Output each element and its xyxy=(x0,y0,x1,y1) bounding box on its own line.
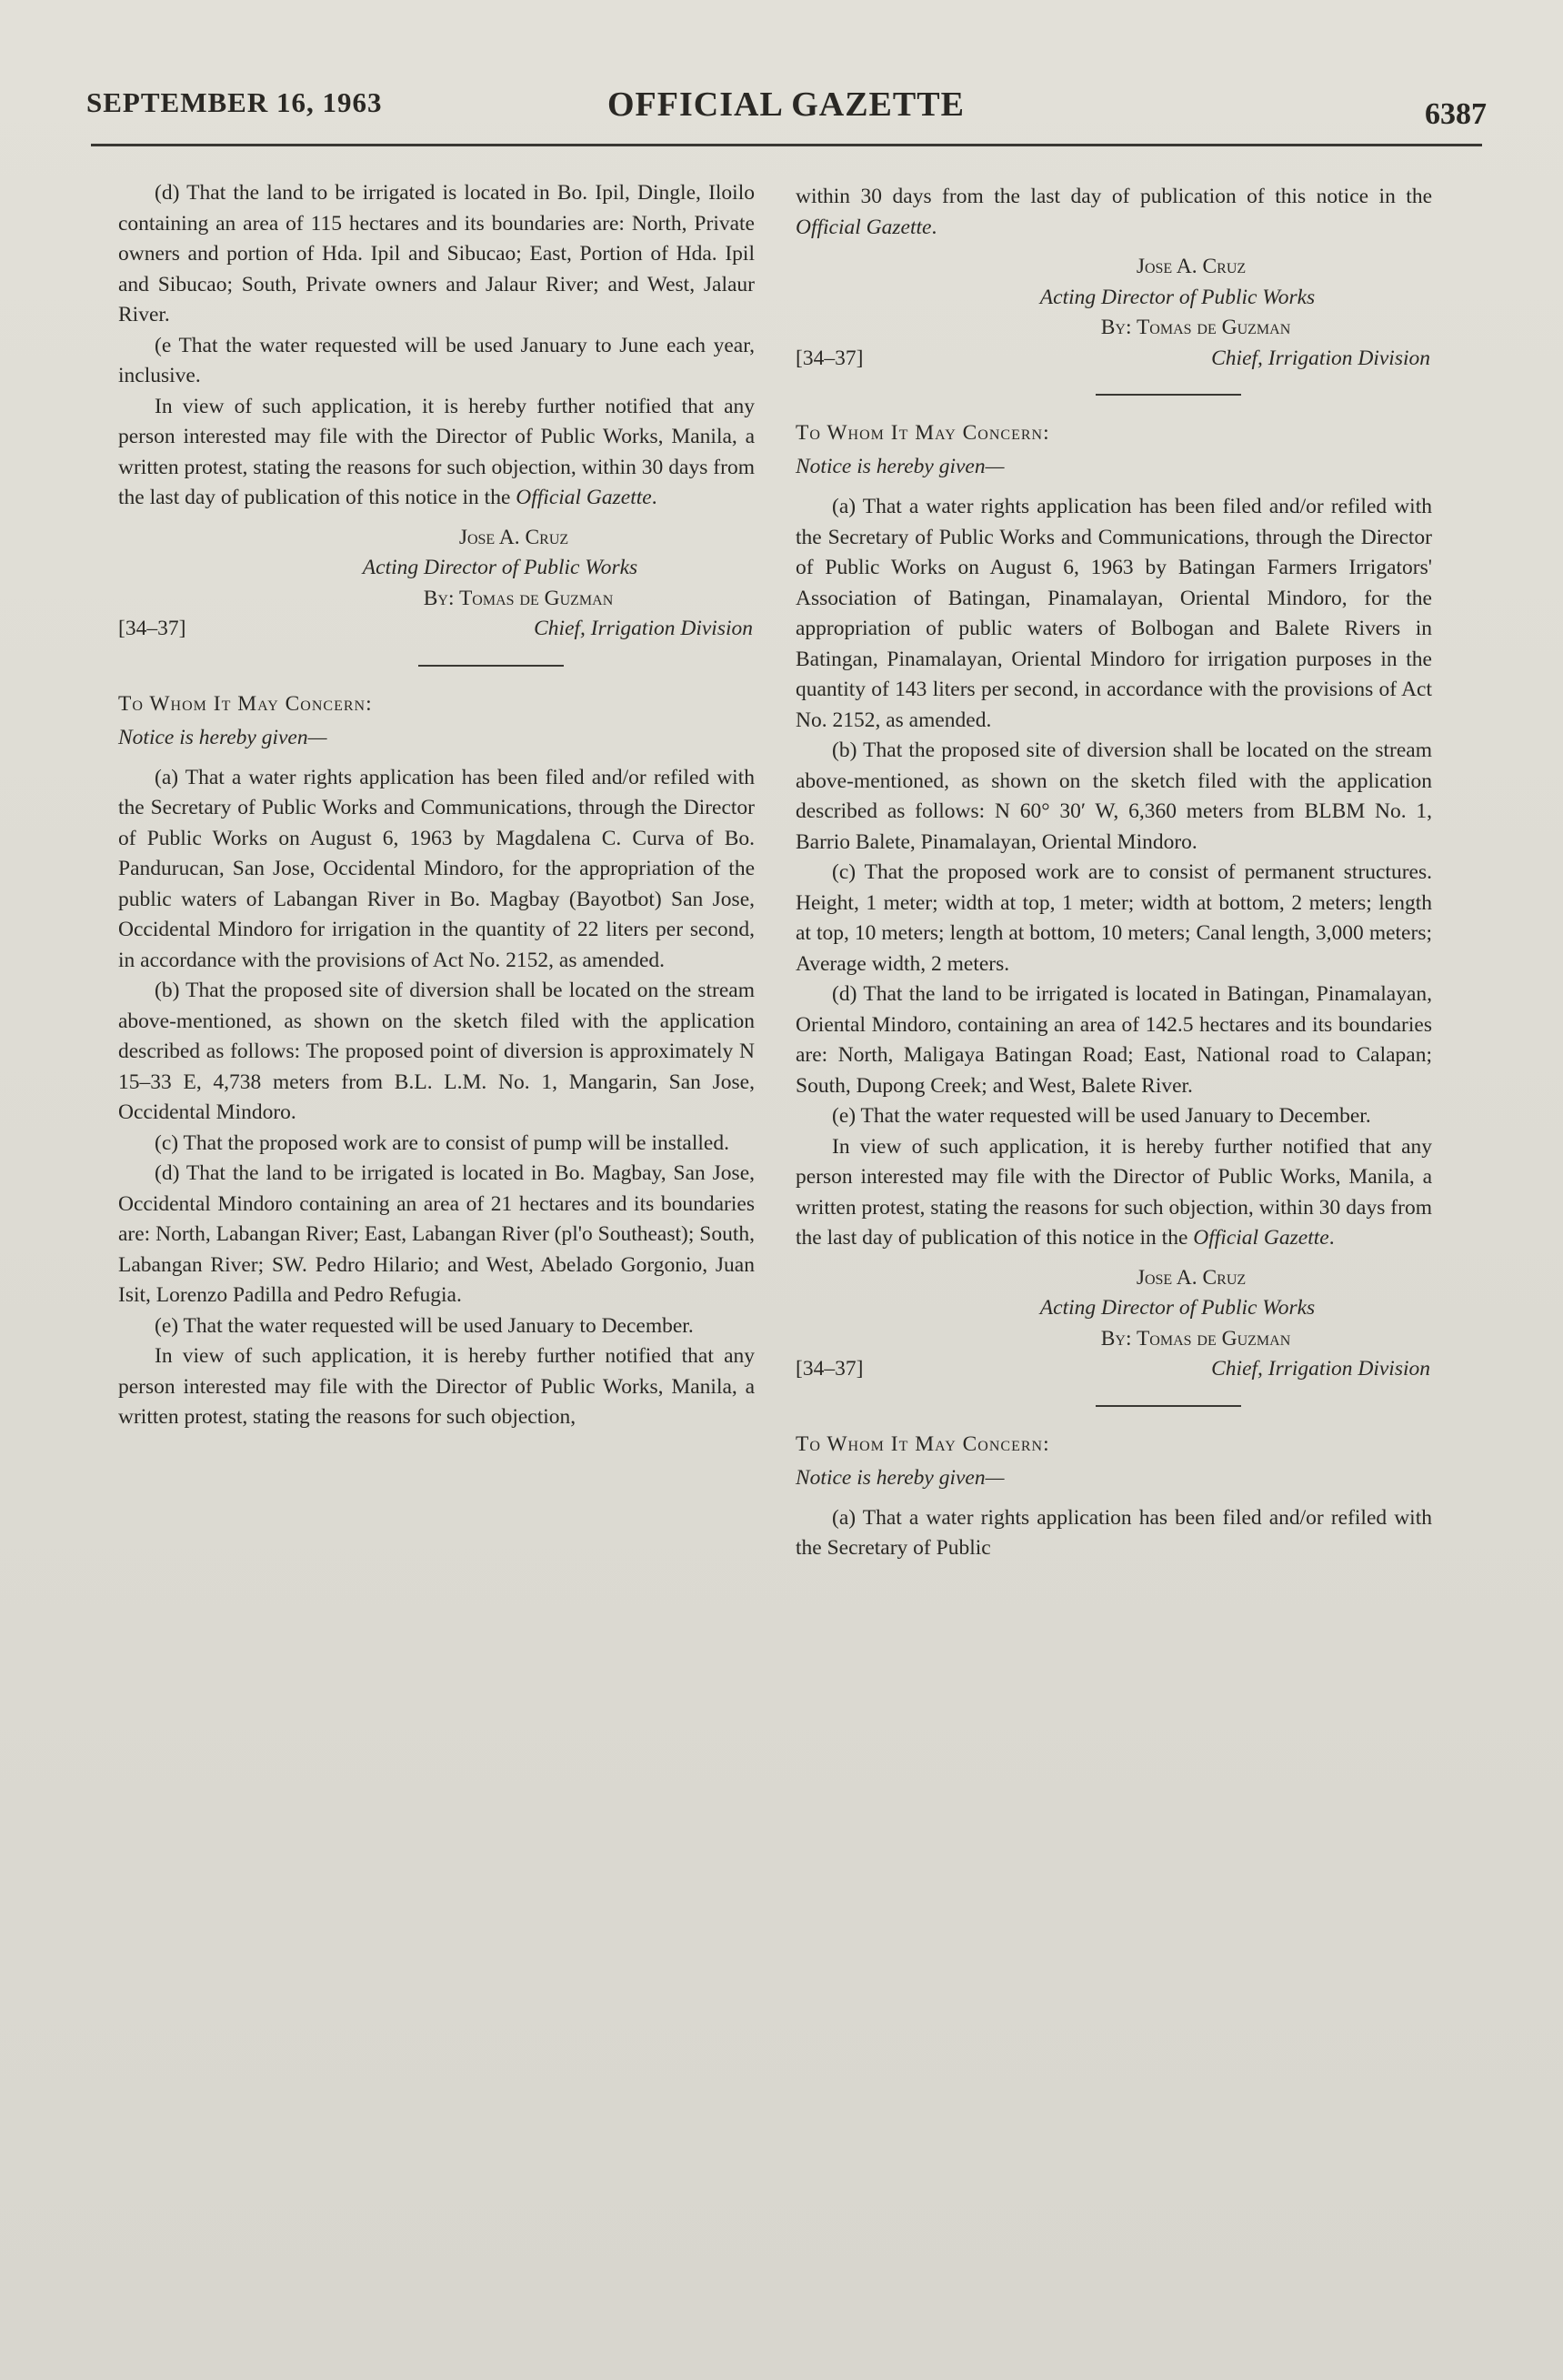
paragraph-c-batingan: (c) That the proposed work are to consist of permanent structures. Height, 1 meter; width at top, 1 meter; width at bottom, 2 meters; length at top, 10 meters; length at bottom, 10 meters; Canal length, 3,000 meters; Average width, 2 meters. xyxy=(796,860,1432,976)
reference-number: [34–37] xyxy=(796,1357,864,1381)
paragraph-a-next: (a) That a water rights application has been filed and/or refiled with the Secretary of Public xyxy=(796,1505,1432,1560)
paragraph-d-batingan: (d) That the land to be irrigated is located in Batingan, Pinamalayan, Oriental Mindoro, containing an area of 142.5 hectares and its boundaries are: North, Maligaya Batingan Road; East, National road to Calapan; South, Dupong Creek; and West, Balete River. xyxy=(796,982,1432,1098)
signatory-by: By: Tomas de Guzman xyxy=(1100,316,1291,339)
signatory-title: Acting Director of Public Works xyxy=(1039,285,1316,309)
salutation: To Whom It May Concern: xyxy=(118,691,373,716)
paragraph-a-batingan: (a) That a water rights application has been filed and/or refiled with the Secretary of Public Works and Communications, through the Director of Public Works on August 6, 1963 by Batingan Farmers Irrigators' Association of Batingan, Pinamalayan, Oriental Mindoro, for the appropriation of public waters of Bolbogan and Balete Rivers in Batingan, Pinamalayan, Oriental Mindoro for irrigation purposes in the quantity of 143 liters per second, in accordance with the provisions of Act No. 2152, as amended. xyxy=(796,495,1432,732)
reference-number: [34–37] xyxy=(118,617,186,640)
paragraph-protest-mindoro: In view of such application, it is hereby further notified that any person interested may file with the Director of Public Works, Manila, a written protest, stating the reasons for such objection, xyxy=(118,1344,755,1429)
signature-block xyxy=(796,252,1432,374)
header-title: OFFICIAL GAZETTE xyxy=(607,85,965,124)
salutation: To Whom It May Concern: xyxy=(796,1431,1050,1456)
signatory-by: By: Tomas de Guzman xyxy=(1100,1326,1291,1351)
signatory-by: By: Tomas de Guzman xyxy=(423,586,614,610)
right-column xyxy=(796,182,1432,1564)
signatory-title: Acting Director of Public Works xyxy=(1039,1296,1316,1320)
gazette-italic: Official Gazette xyxy=(516,486,652,509)
signatory-name: Jose A. Cruz xyxy=(1136,255,1247,278)
paragraph-protest-batingan: In view of such application, it is hereby further notified that any person interested may file with the Director of Public Works, Manila, a written protest, stating the reasons for such objection, within 30 days from the last day of publication of this notice in the Official Gazette. xyxy=(796,1134,1432,1250)
gazette-italic: Official Gazette xyxy=(1193,1226,1329,1250)
signatory-chief: Chief, Irrigation Division xyxy=(1211,346,1430,370)
gazette-italic: Official Gazette xyxy=(796,215,932,239)
paragraph-a-mindoro: (a) That a water rights application has been filed and/or refiled with the Secretary of Public Works and Communications, through the Director of Public Works on August 6, 1963 by Magdalena C. Curva of Bo. Pandurucan, San Jose, Occidental Mindoro, for the appropriation of the public waters of Labangan River in Bo. Magbay (Bayotbot) San Jose, Occidental Mindoro for irrigation in the quantity of 22 liters per second, in accordance with the provisions of Act No. 2152, as amended. xyxy=(118,765,755,972)
section-divider xyxy=(1096,1405,1241,1407)
left-column xyxy=(118,178,755,1433)
signatory-name: Jose A. Cruz xyxy=(1136,1265,1247,1290)
paragraph-c-mindoro: (c) That the proposed work are to consist of pump will be installed. xyxy=(155,1130,729,1155)
header-rule xyxy=(91,144,1482,146)
paragraph-d-mindoro: (d) That the land to be irrigated is located in Bo. Magbay, San Jose, Occidental Mindoro containing an area of 21 hectares and its boundaries are: North, Labangan River; East, Labangan River (pl'o Southeast); South, Labangan River; SW. Pedro Hilario; and West, Abelado Gorgonio, Juan Isit, Lorenzo Padilla and Pedro Refugia. xyxy=(118,1161,755,1307)
paragraph-d-iloilo: (d) That the land to be irrigated is located in Bo. Ipil, Dingle, Iloilo containing an area of 115 hectares and its boundaries are: North, Private owners and portion of Hda. Ipil and Sibucao; East, Portion of Hda. Ipil and Sibucao; South, Private owners and Jalaur River; and West, Jalaur River. xyxy=(118,181,755,326)
signatory-chief: Chief, Irrigation Division xyxy=(1211,1357,1430,1381)
salutation: To Whom It May Concern: xyxy=(796,421,1050,445)
signature-block xyxy=(796,1263,1432,1385)
paragraph-e-batingan: (e) That the water requested will be used January to December. xyxy=(832,1104,1371,1128)
page-number: 6387 xyxy=(1425,97,1487,131)
signature-block xyxy=(118,523,755,645)
section-divider xyxy=(418,665,564,667)
header-date: SEPTEMBER 16, 1963 xyxy=(86,86,383,118)
paragraph-b-mindoro: (b) That the proposed site of diversion shall be located on the stream above-mentioned, as shown on the sketch filed with the application described as follows: The proposed point of diversion is approximately N 15–33 E, 4,738 meters from B.L. L.M. No. 1, Mangarin, San Jose, Occidental Mindoro. xyxy=(118,979,755,1124)
paragraph-protest-iloilo: In view of such application, it is hereby further notified that any person interested may file with the Director of Public Works, Manila, a written protest, stating the reasons for such objection, within 30 days from the last day of publication of this notice in the Official Gazette. xyxy=(118,394,755,509)
signatory-title: Acting Director of Public Works xyxy=(362,556,638,579)
notice-heading: Notice is hereby given— xyxy=(118,725,327,749)
section-divider xyxy=(1096,394,1241,396)
paragraph-e-mindoro: (e) That the water requested will be used January to December. xyxy=(155,1313,694,1338)
notice-heading: Notice is hereby given— xyxy=(796,455,1005,478)
reference-number: [34–37] xyxy=(796,346,864,370)
signatory-chief: Chief, Irrigation Division xyxy=(534,617,753,640)
paragraph-b-batingan: (b) That the proposed site of diversion shall be located on the stream above-mentioned, as shown on the sketch filed with the application described as follows: N 60° 30′ W, 6,360 meters from BLBM No. 1, Barrio Balete, Pinamalayan, Oriental Mindoro. xyxy=(796,738,1432,854)
page-header xyxy=(86,86,1487,141)
paragraph-protest-continued: within 30 days from the last day of publication of this notice in the Official Gazette. xyxy=(796,185,1432,239)
signatory-name: Jose A. Cruz xyxy=(458,525,569,549)
paragraph-e-iloilo: (e That the water requested will be used January to June each year, inclusive. xyxy=(118,333,755,387)
notice-heading: Notice is hereby given— xyxy=(796,1465,1005,1490)
